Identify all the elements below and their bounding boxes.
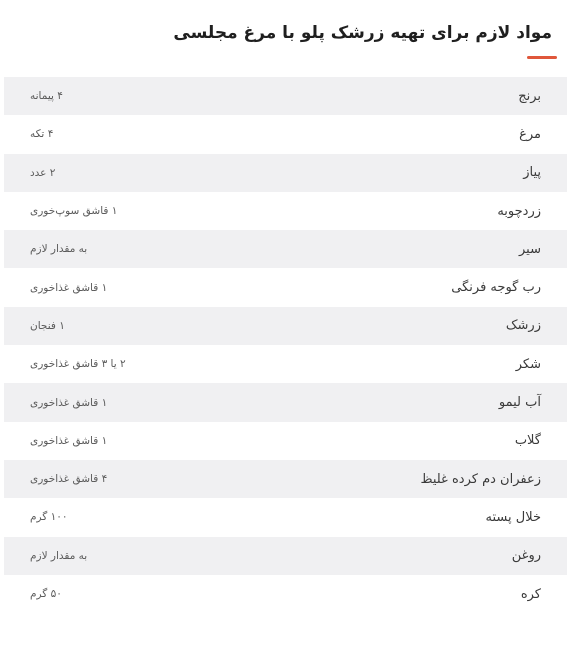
- ingredient-row: [4, 115, 567, 153]
- ingredient-name: زعفران دم کرده غلیظ: [420, 471, 541, 487]
- ingredient-row: [4, 192, 567, 230]
- ingredient-name: خلال پسته: [485, 509, 541, 525]
- ingredient-quantity: ۴ تکه: [30, 128, 54, 141]
- ingredient-quantity: ۴ قاشق غذاخوری: [30, 473, 108, 486]
- ingredient-row: [4, 383, 567, 421]
- ingredient-row: [4, 154, 567, 192]
- ingredient-quantity: ۱ قاشق غذاخوری: [30, 281, 108, 294]
- ingredient-row: [4, 77, 567, 115]
- ingredient-quantity: ۱ قاشق غذاخوری: [30, 396, 108, 409]
- section-title: مواد لازم برای تهیه زرشک پلو با مرغ مجلسی: [173, 23, 552, 43]
- ingredient-quantity: ۲ یا ۳ قاشق غذاخوری: [30, 358, 126, 371]
- ingredient-name: گلاب: [514, 433, 541, 449]
- ingredient-quantity: ۴ پیمانه: [30, 90, 63, 103]
- ingredient-row: [4, 230, 567, 268]
- ingredient-name: پیاز: [523, 165, 541, 181]
- ingredient-name: روغن: [511, 548, 541, 564]
- ingredient-row: [4, 268, 567, 306]
- ingredient-row: [4, 422, 567, 460]
- ingredient-row: [4, 498, 567, 536]
- ingredient-quantity: به مقدار لازم: [30, 549, 88, 562]
- ingredient-row: [4, 307, 567, 345]
- ingredient-name: آب لیمو: [498, 395, 541, 411]
- ingredient-quantity: ۱ قاشق غذاخوری: [30, 434, 108, 447]
- ingredient-name: رب گوجه فرنگی: [451, 280, 541, 296]
- ingredient-name: زردچوبه: [497, 203, 541, 219]
- ingredient-row: [4, 345, 567, 383]
- ingredient-name: زرشک: [505, 318, 541, 334]
- ingredient-quantity: به مقدار لازم: [30, 243, 88, 256]
- ingredient-quantity: ۱ قاشق سوپ‌خوری: [30, 205, 118, 218]
- ingredient-quantity: ۱۰۰ گرم: [30, 511, 68, 524]
- title-accent-underline: [527, 56, 557, 59]
- ingredient-quantity: ۱ فنجان: [30, 319, 65, 332]
- ingredient-row: [4, 575, 567, 613]
- ingredient-name: برنج: [518, 88, 541, 104]
- ingredient-name: کره: [520, 586, 541, 602]
- ingredients-table: [4, 77, 567, 613]
- ingredient-name: شکر: [515, 356, 541, 372]
- ingredient-quantity: ۲ عدد: [30, 166, 56, 179]
- ingredient-name: مرغ: [519, 126, 541, 142]
- ingredient-row: [4, 537, 567, 575]
- ingredient-quantity: ۵۰ گرم: [30, 588, 62, 600]
- ingredient-row: [4, 460, 567, 498]
- ingredient-name: سیر: [519, 241, 541, 257]
